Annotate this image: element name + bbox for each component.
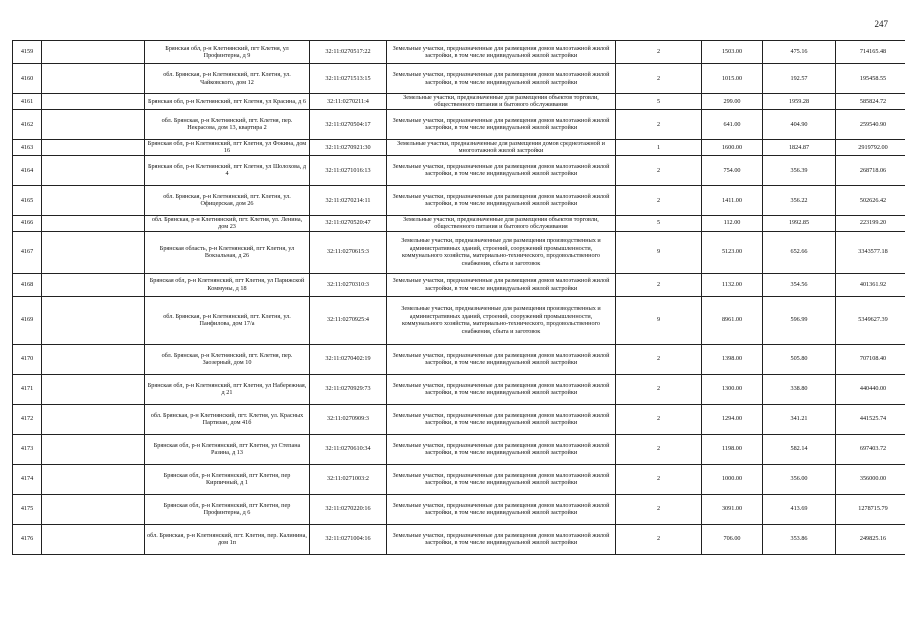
row-number: 4164 [13, 155, 42, 185]
cadastral-value-cell: 714165.48 [836, 41, 905, 64]
cadastral-number-cell: 32:11:0270615:3 [310, 231, 387, 273]
table-row [13, 155, 905, 185]
use-group-cell: 5 [616, 215, 702, 231]
empty-cell [42, 155, 145, 185]
land-plot-table [12, 40, 905, 555]
area-cell: 112.00 [702, 215, 763, 231]
cadastral-number-cell: 32:11:0271004:16 [310, 524, 387, 554]
area-cell: 1132.00 [702, 273, 763, 296]
cadastral-value-cell: 249825.16 [836, 524, 905, 554]
land-use-cell: Земельные участки, предназначенные для размещения домов малоэтажной жилой застройки, в том числе индивидуальной жилой застройки [387, 434, 616, 464]
address-cell: Брянская обл, р-н Клетнянский, пгт Клетня, ул Набережная, д 21 [145, 374, 310, 404]
use-group-cell: 2 [616, 404, 702, 434]
area-cell: 1000.00 [702, 464, 763, 494]
area-cell: 5123.00 [702, 231, 763, 273]
area-cell: 1398.00 [702, 344, 763, 374]
cadastral-value-cell: 585824.72 [836, 94, 905, 110]
land-use-cell: Земельные участки, предназначенные для размещения домов малоэтажной жилой застройки, в том числе индивидуальной жилой застройки [387, 273, 616, 296]
cadastral-number-cell: 32:11:0271003:2 [310, 464, 387, 494]
specific-value-cell: 1824.87 [763, 139, 836, 155]
empty-cell [42, 494, 145, 524]
empty-cell [42, 41, 145, 64]
specific-value-cell: 475.16 [763, 41, 836, 64]
land-use-cell: Земельные участки, предназначенные для размещения домов малоэтажной жилой застройки, в том числе индивидуальной жилой застройки [387, 404, 616, 434]
empty-cell [42, 434, 145, 464]
address-cell: обл. Брянская, р-н Клетнянский, пгт. Клетня, ул. Красных Партизан, дом 41б [145, 404, 310, 434]
use-group-cell: 2 [616, 374, 702, 404]
table-row [13, 273, 905, 296]
row-number: 4167 [13, 231, 42, 273]
address-cell: Брянская обл, р-н Клетнянский, пгт Клетня, ул Парижской Коммуны, д 18 [145, 273, 310, 296]
empty-cell [42, 273, 145, 296]
use-group-cell: 2 [616, 64, 702, 94]
land-use-cell: Земельные участки, предназначенные для размещения домов малоэтажной жилой застройки, в том числе индивидуальной жилой застройки [387, 494, 616, 524]
address-cell: обл. Брянская, р-н Клетнянский, пгт. Клетня, ул. Офицерская, дом 26 [145, 185, 310, 215]
cadastral-value-cell: 440440.00 [836, 374, 905, 404]
use-group-cell: 2 [616, 464, 702, 494]
empty-cell [42, 296, 145, 344]
use-group-cell: 2 [616, 494, 702, 524]
specific-value-cell: 1992.85 [763, 215, 836, 231]
use-group-cell: 5 [616, 94, 702, 110]
specific-value-cell: 192.57 [763, 64, 836, 94]
cadastral-value-cell: 5349627.39 [836, 296, 905, 344]
land-use-cell: Земельные участки, предназначенные для размещения объектов торговли, общественного питания и бытового обслуживания [387, 215, 616, 231]
cadastral-number-cell: 32:11:0270220:16 [310, 494, 387, 524]
area-cell: 8961.00 [702, 296, 763, 344]
row-number: 4173 [13, 434, 42, 464]
address-cell: обл. Брянская, р-н Клетнянский, пгт. Клетня, ул. Панфилова, дом 17/а [145, 296, 310, 344]
specific-value-cell: 505.80 [763, 344, 836, 374]
address-cell: Брянская обл, р-н Клетнянский, пгт Клетня, ул Степана Разина, д 13 [145, 434, 310, 464]
table-row [13, 64, 905, 94]
row-number: 4162 [13, 109, 42, 139]
table-row [13, 109, 905, 139]
cadastral-number-cell: 32:11:0270929:73 [310, 374, 387, 404]
empty-cell [42, 231, 145, 273]
cadastral-value-cell: 502626.42 [836, 185, 905, 215]
address-cell: обл. Брянская, р-н Клетнянский, пгт. Клетня, ул. Ленина, дом 23 [145, 215, 310, 231]
land-use-cell: Земельные участки, предназначенные для размещения домов малоэтажной жилой застройки, в том числе индивидуальной жилой застройки [387, 344, 616, 374]
cadastral-number-cell: 32:11:0270504:17 [310, 109, 387, 139]
table-row [13, 139, 905, 155]
area-cell: 1015.00 [702, 64, 763, 94]
area-cell: 706.00 [702, 524, 763, 554]
cadastral-number-cell: 32:11:0270214:11 [310, 185, 387, 215]
area-cell: 1600.00 [702, 139, 763, 155]
table-row [13, 231, 905, 273]
cadastral-value-cell: 697403.72 [836, 434, 905, 464]
use-group-cell: 2 [616, 155, 702, 185]
cadastral-number-cell: 32:11:0270310:3 [310, 273, 387, 296]
table-row [13, 344, 905, 374]
empty-cell [42, 139, 145, 155]
cadastral-number-cell: 32:11:0270610:34 [310, 434, 387, 464]
land-use-cell: Земельные участки, предназначенные для размещения домов малоэтажной жилой застройки, в том числе индивидуальной жилой застройки [387, 41, 616, 64]
row-number: 4163 [13, 139, 42, 155]
table-row [13, 94, 905, 110]
row-number: 4175 [13, 494, 42, 524]
address-cell: Брянская обл, р-н Клетнянский, пгт Клетня, пер Профинтерна, д 6 [145, 494, 310, 524]
use-group-cell: 2 [616, 185, 702, 215]
empty-cell [42, 215, 145, 231]
row-number: 4169 [13, 296, 42, 344]
cadastral-number-cell: 32:11:0270925:4 [310, 296, 387, 344]
table-row [13, 215, 905, 231]
address-cell: Брянская обл, р-н Клетнянский, пгт Клетня, ул Шолохова, д 4 [145, 155, 310, 185]
cadastral-number-cell: 32:11:0270402:19 [310, 344, 387, 374]
row-number: 4165 [13, 185, 42, 215]
use-group-cell: 2 [616, 434, 702, 464]
specific-value-cell: 596.99 [763, 296, 836, 344]
table-row [13, 524, 905, 554]
address-cell: обл. Брянская, р-н Клетнянский, пгт. Клетня, ул. Чайковского, дом 12 [145, 64, 310, 94]
address-cell: обл. Брянская, р-н Клетнянский, пгт. Клетня, пер. Калинина, дом 1п [145, 524, 310, 554]
area-cell: 754.00 [702, 155, 763, 185]
cadastral-value-cell: 2919792.00 [836, 139, 905, 155]
address-cell: Брянская обл, р-н Клетнянский, пгт Клетня, пер Кирпичный, д 1 [145, 464, 310, 494]
specific-value-cell: 582.14 [763, 434, 836, 464]
table-row [13, 41, 905, 64]
address-cell: Брянская область, р-н Клетнянский, пгт Клетня, ул Вокзальная, д 26 [145, 231, 310, 273]
specific-value-cell: 353.86 [763, 524, 836, 554]
cadastral-value-cell: 195458.55 [836, 64, 905, 94]
use-group-cell: 9 [616, 231, 702, 273]
specific-value-cell: 404.90 [763, 109, 836, 139]
use-group-cell: 2 [616, 344, 702, 374]
specific-value-cell: 356.00 [763, 464, 836, 494]
table-row [13, 185, 905, 215]
land-use-cell: Земельные участки, предназначенные для размещения объектов торговли, общественного питания и бытового обслуживания [387, 94, 616, 110]
empty-cell [42, 374, 145, 404]
table-row [13, 374, 905, 404]
area-cell: 641.00 [702, 109, 763, 139]
area-cell: 1198.00 [702, 434, 763, 464]
address-cell: Брянская обл, р-н Клетнянский, пгт Клетня, ул Красина, д 6 [145, 94, 310, 110]
specific-value-cell: 341.21 [763, 404, 836, 434]
row-number: 4172 [13, 404, 42, 434]
use-group-cell: 2 [616, 41, 702, 64]
cadastral-number-cell: 32:11:0271016:13 [310, 155, 387, 185]
cadastral-value-cell: 268718.06 [836, 155, 905, 185]
empty-cell [42, 344, 145, 374]
area-cell: 299.00 [702, 94, 763, 110]
address-cell: Брянская обл, р-н Клетнянский, пгт Клетня, ул Профинтерна, д 9 [145, 41, 310, 64]
cadastral-number-cell: 32:11:0270520:47 [310, 215, 387, 231]
cadastral-value-cell: 707108.40 [836, 344, 905, 374]
land-use-cell: Земельные участки, предназначенные для размещения домов малоэтажной жилой застройки, в том числе индивидуальной жилой застройки [387, 185, 616, 215]
row-number: 4174 [13, 464, 42, 494]
use-group-cell: 9 [616, 296, 702, 344]
land-use-cell: Земельные участки, предназначенные для размещения домов малоэтажной жилой застройки, в том числе индивидуальной жилой застройки [387, 64, 616, 94]
area-cell: 3091.00 [702, 494, 763, 524]
address-cell: Брянская обл, р-н Клетнянский, пгт Клетня, ул Фокина, дом 16 [145, 139, 310, 155]
row-number: 4176 [13, 524, 42, 554]
empty-cell [42, 185, 145, 215]
specific-value-cell: 1959.28 [763, 94, 836, 110]
use-group-cell: 2 [616, 524, 702, 554]
cadastral-number-cell: 32:11:0270909:3 [310, 404, 387, 434]
address-cell: обл. Брянская, р-н Клетнянский, пгт. Клетня, пер. Некрасова, дом 13, квартира 2 [145, 109, 310, 139]
row-number: 4159 [13, 41, 42, 64]
table-row [13, 434, 905, 464]
land-use-cell: Земельные участки, предназначенные для размещения домов малоэтажной жилой застройки, в том числе индивидуальной жилой застройки [387, 155, 616, 185]
cadastral-number-cell: 32:11:0270517:22 [310, 41, 387, 64]
row-number: 4161 [13, 94, 42, 110]
cadastral-value-cell: 223199.20 [836, 215, 905, 231]
empty-cell [42, 94, 145, 110]
cadastral-value-cell: 259540.90 [836, 109, 905, 139]
area-cell: 1503.00 [702, 41, 763, 64]
empty-cell [42, 109, 145, 139]
use-group-cell: 2 [616, 109, 702, 139]
row-number: 4171 [13, 374, 42, 404]
row-number: 4168 [13, 273, 42, 296]
table-row [13, 404, 905, 434]
row-number: 4170 [13, 344, 42, 374]
specific-value-cell: 356.22 [763, 185, 836, 215]
table-row [13, 464, 905, 494]
address-cell: обл. Брянская, р-н Клетнянский, пгт. Клетня, пер. Заозерный, дом 10 [145, 344, 310, 374]
empty-cell [42, 524, 145, 554]
area-cell: 1411.00 [702, 185, 763, 215]
empty-cell [42, 64, 145, 94]
land-use-cell: Земельные участки, предназначенные для размещения домов среднеэтажной и многоэтажной жилой застройки [387, 139, 616, 155]
cadastral-number-cell: 32:11:0270921:30 [310, 139, 387, 155]
specific-value-cell: 413.69 [763, 494, 836, 524]
area-cell: 1300.00 [702, 374, 763, 404]
row-number: 4160 [13, 64, 42, 94]
specific-value-cell: 338.80 [763, 374, 836, 404]
specific-value-cell: 354.56 [763, 273, 836, 296]
specific-value-cell: 356.39 [763, 155, 836, 185]
land-use-cell: Земельные участки, предназначенные для размещения домов малоэтажной жилой застройки, в том числе индивидуальной жилой застройки [387, 464, 616, 494]
cadastral-value-cell: 441525.74 [836, 404, 905, 434]
land-use-cell: Земельные участки, предназначенные для размещения производственных и административных зданий, строений, сооружений промышленности, коммунального хозяйства, материально-технического, продовольственного снабжения, сбыта и заготовок [387, 231, 616, 273]
cadastral-value-cell: 356000.00 [836, 464, 905, 494]
land-use-cell: Земельные участки, предназначенные для размещения домов малоэтажной жилой застройки, в том числе индивидуальной жилой застройки [387, 109, 616, 139]
area-cell: 1294.00 [702, 404, 763, 434]
cadastral-value-cell: 3343577.18 [836, 231, 905, 273]
table-row [13, 494, 905, 524]
cadastral-number-cell: 32:11:0271513:15 [310, 64, 387, 94]
table-row [13, 296, 905, 344]
use-group-cell: 2 [616, 273, 702, 296]
cadastral-number-cell: 32:11:0270211:4 [310, 94, 387, 110]
page-number: 247 [874, 19, 888, 29]
cadastral-value-cell: 1278715.79 [836, 494, 905, 524]
specific-value-cell: 652.66 [763, 231, 836, 273]
land-use-cell: Земельные участки, предназначенные для размещения производственных и административных зданий, строений, сооружений промышленности, коммунального хозяйства, материально-технического, продовольственного снабжения, сбыта и заготовок [387, 296, 616, 344]
cadastral-value-cell: 401361.92 [836, 273, 905, 296]
empty-cell [42, 404, 145, 434]
row-number: 4166 [13, 215, 42, 231]
land-use-cell: Земельные участки, предназначенные для размещения домов малоэтажной жилой застройки, в том числе индивидуальной жилой застройки [387, 374, 616, 404]
land-use-cell: Земельные участки, предназначенные для размещения домов малоэтажной жилой застройки, в том числе индивидуальной жилой застройки [387, 524, 616, 554]
use-group-cell: 1 [616, 139, 702, 155]
empty-cell [42, 464, 145, 494]
